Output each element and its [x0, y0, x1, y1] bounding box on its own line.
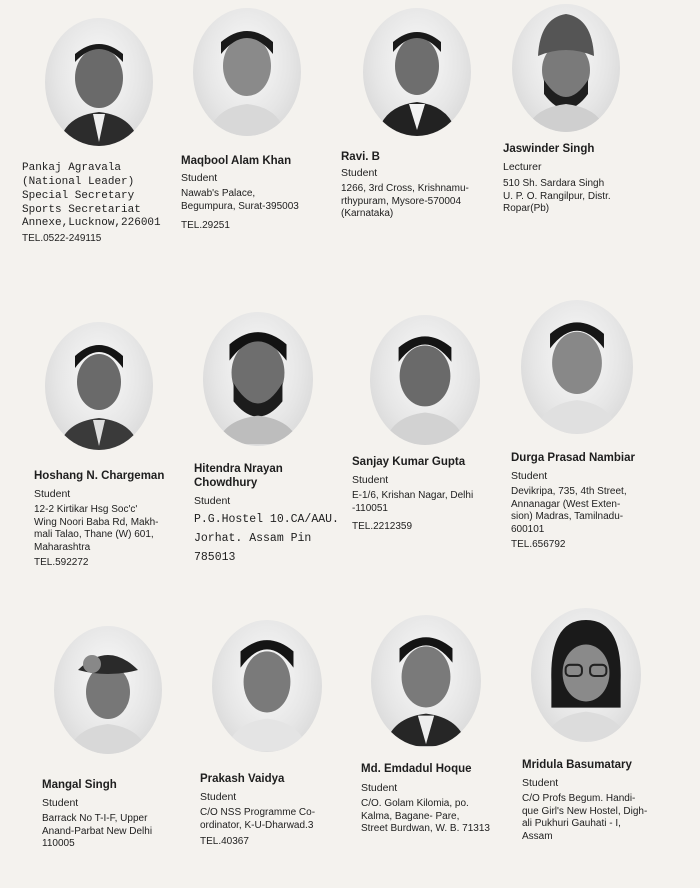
person-name: Durga Prasad Nambiar [511, 452, 635, 464]
person-role: Student [522, 777, 559, 789]
person-role: Student [200, 791, 237, 803]
person-address: C/O Profs Begum. Handi- que Girl's New Hostel, Digh- ali Pukhuri Gauhati - I, Assam [522, 793, 648, 842]
person-address: C/O. Golam Kilomia, po. Kalma, Bagane- Pare, Street Burdwan, W. B. 71313 [361, 798, 490, 834]
person-role: Student [181, 172, 218, 184]
person-address: 12-2 Kirtikar Hsg Soc'c' Wing Noori Baba Rd, Makh- mali Talao, Thane (W) 601, Maharashtra [34, 504, 159, 553]
person-address: Devikripa, 735, 4th Street, Annanagar (West Exten- sion) Madras, Tamilnadu- 600101 [511, 486, 627, 535]
person-address: P.G.Hostel 10.CA/AAU. Jorhat. Assam Pin 785013 [194, 513, 339, 564]
person-name: Prakash Vaidya [200, 773, 285, 785]
person-name: Ravi. B [341, 151, 380, 163]
person-role: Student [352, 474, 389, 486]
person-role: (National Leader) [22, 176, 135, 188]
portrait-photo [512, 4, 620, 132]
person-name: Sanjay Kumar Gupta [352, 456, 466, 468]
person-address: 510 Sh. Sardara Singh U. P. O. Rangilpur, Distr. Ropar(Pb) [503, 178, 611, 214]
person-address: Special Secretary Sports Secretariat Annexe,Lucknow,226001 [22, 190, 161, 229]
person-phone: TEL.29251 [181, 220, 230, 231]
person-name: Mridula Basumatary [522, 759, 632, 771]
portrait-photo [193, 8, 301, 136]
portrait-photo [531, 608, 641, 742]
portrait-photo [203, 312, 313, 446]
person-role: Student [42, 797, 79, 809]
person-name: Maqbool Alam Khan [181, 155, 292, 167]
person-role: Student [34, 488, 71, 500]
portrait-photo [371, 615, 481, 747]
person-role: Lecturer [503, 161, 542, 173]
person-phone: TEL.0522-249115 [22, 233, 102, 244]
person-name: Pankaj Agravala [22, 162, 122, 174]
person-name: Hitendra Nrayan Chowdhury [194, 463, 283, 489]
person-address: Nawab's Palace, Begumpura, Surat-395003 [181, 188, 299, 212]
person-role: Student [341, 167, 378, 179]
person-address: C/O NSS Programme Co- ordinator, K-U-Dharwad.3 [200, 807, 316, 831]
person-address: Barrack No T-I-F, Upper Anand-Parbat New Delhi 110005 [42, 813, 153, 849]
portrait-photo [521, 300, 633, 434]
person-phone: TEL.592272 [34, 557, 89, 568]
person-role: Student [194, 495, 231, 507]
person-phone: TEL.2212359 [352, 521, 413, 532]
person-name: Md. Emdadul Hoque [361, 763, 472, 775]
person-name: Jaswinder Singh [503, 143, 595, 155]
portrait-photo [363, 8, 471, 136]
portrait-photo [45, 322, 153, 450]
person-name: Mangal Singh [42, 779, 117, 791]
person-address: E-1/6, Krishan Nagar, Delhi -110051 [352, 490, 474, 514]
portrait-photo [45, 18, 153, 146]
person-role: Student [511, 470, 548, 482]
person-role: Student [361, 782, 398, 794]
person-address: 1266, 3rd Cross, Krishnamu- rthypuram, Mysore-570004 (Karnataka) [341, 183, 469, 219]
portrait-photo [212, 620, 322, 752]
person-phone: TEL.656792 [511, 539, 566, 550]
person-name: Hoshang N. Chargeman [34, 470, 165, 482]
portrait-photo [54, 626, 162, 754]
portrait-photo [370, 315, 480, 445]
person-phone: TEL.40367 [200, 836, 249, 847]
